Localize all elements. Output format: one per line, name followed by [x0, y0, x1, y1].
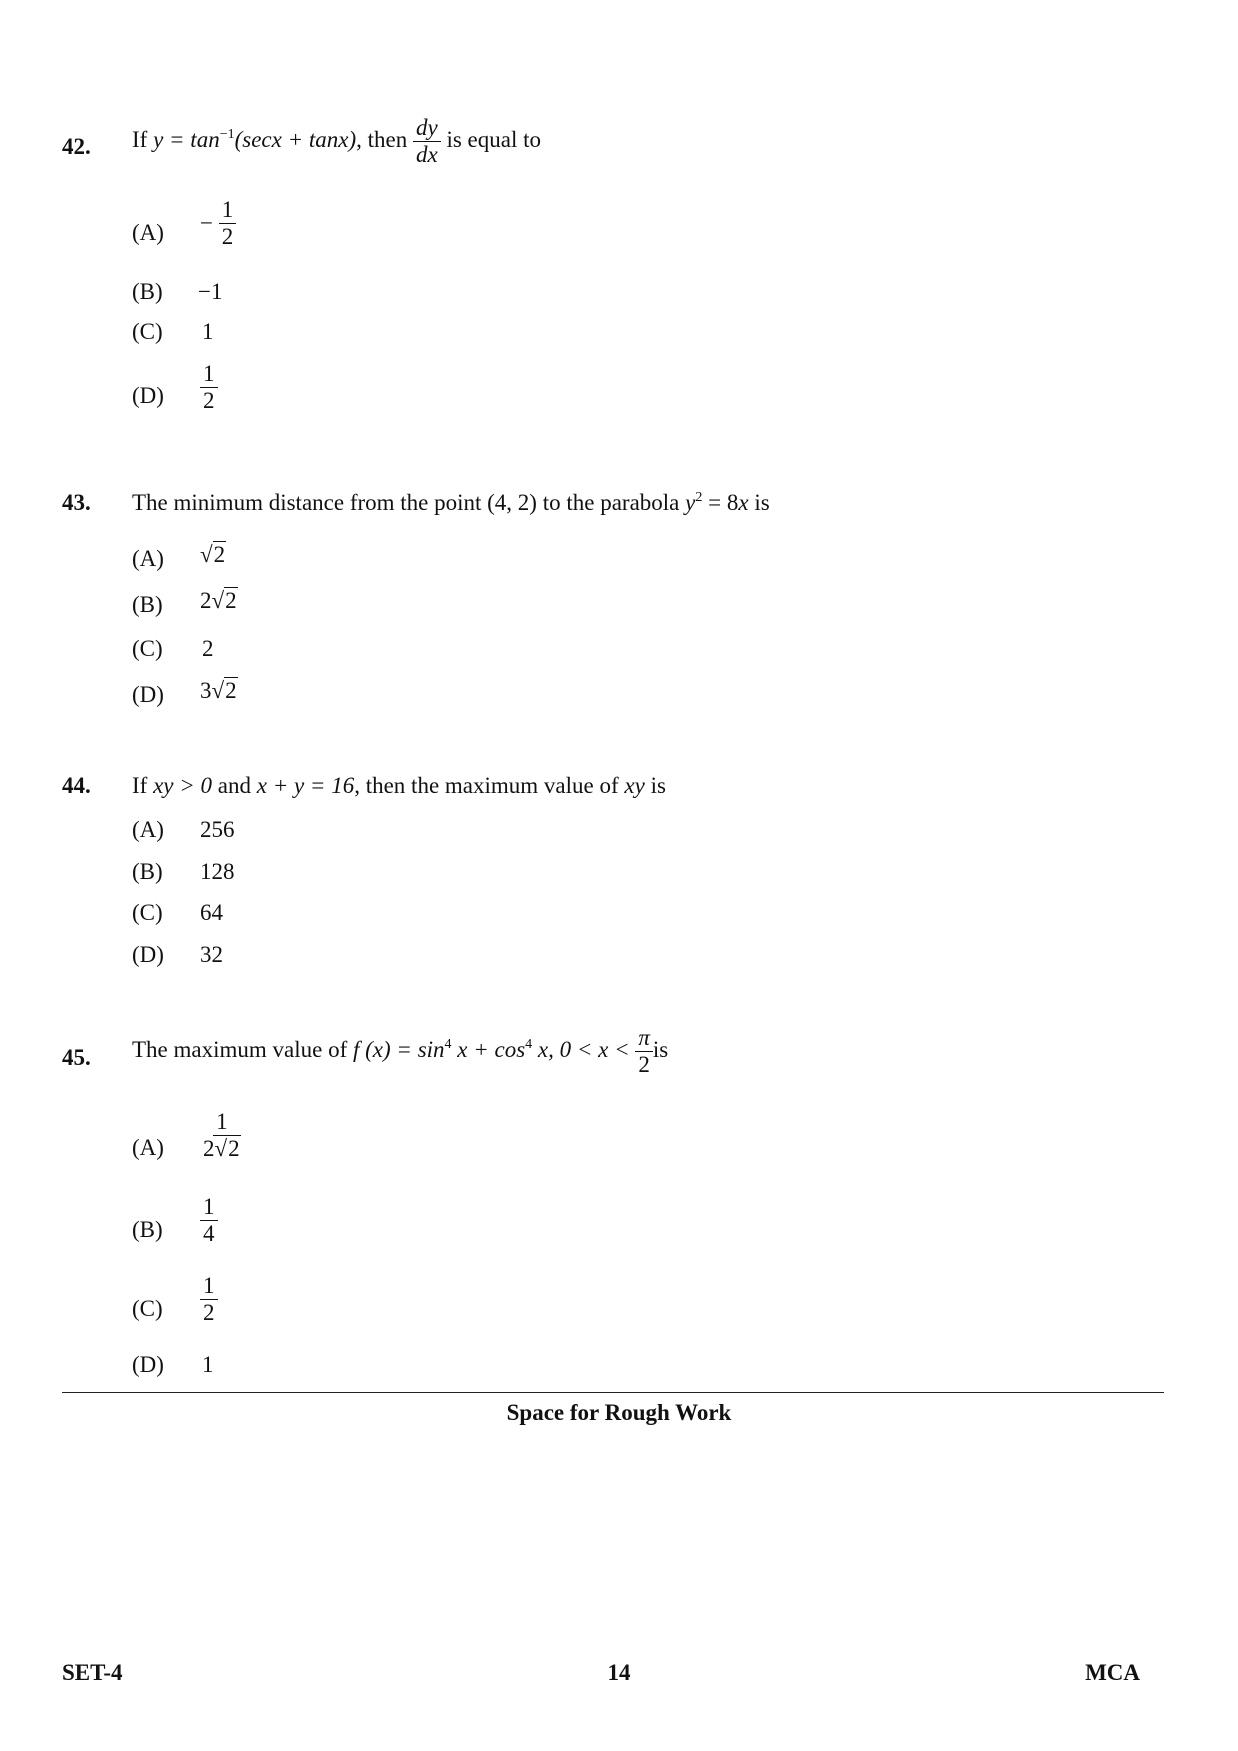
option-value: 2: [202, 636, 214, 661]
math-expression: = 8: [702, 490, 739, 515]
math-superscript: −1: [219, 126, 235, 142]
fraction-denominator: dx: [415, 142, 438, 168]
option-label: (D): [132, 682, 164, 707]
question-text: [132, 773, 666, 799]
question-number: 45.: [62, 1045, 91, 1070]
sqrt-radicand: 2: [213, 542, 226, 567]
question-word: and: [217, 773, 251, 798]
question-word: If: [132, 126, 148, 152]
option-value: [200, 678, 238, 704]
option-label: (D): [132, 1352, 164, 1377]
question-text: [132, 116, 541, 167]
question-text: [132, 490, 770, 516]
option-label: (D): [132, 383, 164, 408]
option-value: [200, 588, 238, 614]
fraction-numerator: 1: [200, 362, 218, 388]
option-value: [200, 362, 218, 413]
math-expression: , 0 < x <: [548, 1036, 630, 1062]
sqrt-radicand: 2: [228, 1136, 240, 1162]
math-fraction: [200, 1195, 218, 1246]
question-word: is equal to: [446, 126, 541, 152]
option-label: (B): [132, 592, 163, 617]
option-value: [200, 1195, 218, 1246]
option-value: [200, 1110, 244, 1161]
option-value: −1: [198, 279, 223, 304]
question-number: 44.: [62, 773, 91, 798]
math-fraction: [413, 116, 441, 167]
question-word: is: [652, 1036, 669, 1062]
sqrt-coefficient: 3: [200, 678, 212, 703]
option-label: (C): [132, 1296, 163, 1321]
math-variable: y: [685, 490, 696, 515]
fraction-denominator: 2: [203, 388, 215, 414]
fraction-numerator: 1: [219, 198, 237, 224]
footer-course: MCA: [1085, 1660, 1140, 1685]
option-label: (A): [132, 546, 164, 571]
question-word: , then the maximum value of: [354, 773, 619, 798]
fraction-denominator: 2: [221, 224, 234, 250]
option-value: 128: [200, 859, 235, 884]
option-value: 32: [200, 942, 223, 967]
option-label: (B): [132, 279, 163, 304]
option-label: (A): [132, 220, 164, 245]
math-expression: x: [532, 1036, 549, 1062]
option-label: (C): [132, 319, 163, 344]
math-fraction: [200, 1110, 244, 1161]
option-value: [200, 1274, 218, 1325]
option-label: (C): [132, 900, 163, 925]
math-expression: f (x) = sin: [353, 1036, 445, 1062]
option-value: 64: [200, 900, 223, 925]
math-superscript: 4: [444, 1036, 452, 1052]
math-fraction: [219, 198, 237, 249]
math-variable: x: [738, 490, 749, 515]
sqrt-expression: 2√2: [200, 588, 237, 613]
option-label: (D): [132, 942, 164, 967]
math-expression: (secx + tanx): [234, 126, 357, 152]
option-label: (B): [132, 859, 163, 884]
fraction-denominator: 4: [203, 1221, 215, 1247]
question-text: [132, 1026, 668, 1077]
sqrt-coefficient: 2: [200, 588, 212, 613]
question-word: is: [748, 490, 770, 515]
math-fraction: [200, 362, 218, 413]
fraction-numerator: 1: [200, 1274, 218, 1300]
option-value: 1: [202, 319, 214, 344]
math-expression: xy: [624, 773, 645, 798]
sqrt-expression: 3√2: [200, 678, 237, 703]
sqrt-coefficient: 2: [203, 1136, 215, 1162]
math-expression: y = tan: [153, 126, 220, 152]
question-number: 42.: [62, 134, 91, 159]
question-number: 43.: [62, 490, 91, 515]
option-label: (A): [132, 1135, 164, 1160]
fraction-numerator: 1: [213, 1110, 231, 1136]
option-sign: −: [200, 210, 213, 236]
sqrt-radicand: 2: [225, 678, 237, 703]
option-label: (B): [132, 1217, 163, 1242]
option-value: [200, 198, 236, 249]
rough-work-divider: [62, 1392, 1164, 1393]
question-word: , then: [356, 126, 408, 152]
math-superscript: 2: [695, 490, 703, 505]
footer-page-number: 14: [607, 1660, 631, 1685]
rough-work-heading: Space for Rough Work: [506, 1400, 732, 1425]
option-label: (A): [132, 817, 164, 842]
fraction-denominator: 2: [638, 1052, 650, 1078]
fraction-numerator: 1: [200, 1195, 218, 1221]
question-word: The maximum value of: [132, 1036, 348, 1062]
sqrt-expression: √2: [200, 542, 226, 567]
fraction-numerator: dy: [413, 116, 441, 142]
fraction-denominator: 2√2: [203, 1136, 240, 1162]
math-superscript: 4: [525, 1036, 533, 1052]
fraction-numerator: π: [635, 1026, 653, 1052]
option-label: (C): [132, 636, 163, 661]
math-fraction: [635, 1026, 653, 1077]
math-expression: xy > 0: [153, 773, 213, 798]
fraction-denominator: 2: [203, 1300, 215, 1326]
option-value: [200, 542, 226, 568]
math-expression: x + y = 16: [256, 773, 355, 798]
question-word: If: [132, 773, 148, 798]
math-expression: x + cos: [451, 1036, 526, 1062]
question-word: The minimum distance from the point (4, 2) to the parabola: [132, 490, 680, 515]
question-word: is: [650, 773, 666, 798]
option-value: 1: [202, 1352, 214, 1377]
option-value: 256: [200, 817, 235, 842]
sqrt-radicand: 2: [225, 588, 237, 613]
footer-set: SET-4: [62, 1660, 123, 1685]
math-fraction: [200, 1274, 218, 1325]
